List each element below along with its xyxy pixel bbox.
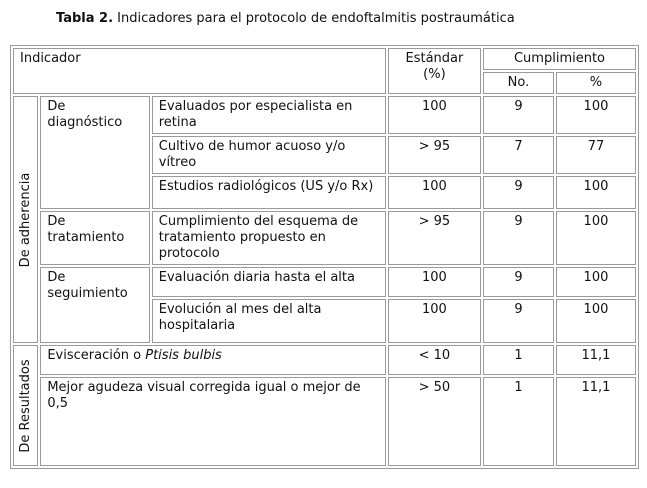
percent-cell: 100 xyxy=(556,96,636,134)
count-cell: 9 xyxy=(483,267,554,297)
indicator-cell: Cumplimiento del esquema de tratamiento propuesto en protocolo xyxy=(152,211,386,265)
table-row xyxy=(13,267,636,297)
subgroup-tratamiento: De tratamiento xyxy=(40,211,149,265)
group-resultados-text: De Resultados xyxy=(17,358,33,453)
indicator-cell: Mejor agudeza visual corregida igual o mejor de 0,5 xyxy=(40,377,385,466)
caption-text: Indicadores para el protocolo de endoftalmitis postraumática xyxy=(117,11,515,26)
indicator-prefix: Evisceración o xyxy=(47,348,146,363)
header-cumplimiento: Cumplimiento xyxy=(483,48,636,70)
indicator-cell: Evaluación diaria hasta el alta xyxy=(152,267,386,297)
header-estandar xyxy=(388,48,481,94)
subgroup-diagnostico: De diagnóstico xyxy=(40,96,149,209)
count-cell: 1 xyxy=(483,377,554,466)
percent-cell: 77 xyxy=(556,136,636,174)
count-cell: 1 xyxy=(483,345,554,375)
percent-cell: 11,1 xyxy=(556,345,636,375)
standard-cell: 100 xyxy=(388,176,481,209)
group-adherencia-text: De adherencia xyxy=(17,172,33,267)
table-caption xyxy=(56,11,515,26)
standard-cell: 100 xyxy=(388,267,481,297)
standard-cell: > 95 xyxy=(388,136,481,174)
standard-cell: < 10 xyxy=(388,345,481,375)
header-estandar-line2: (%) xyxy=(423,67,446,82)
header-indicador: Indicador xyxy=(13,48,386,94)
group-label-resultados xyxy=(13,345,38,466)
count-cell: 9 xyxy=(483,211,554,265)
count-cell: 9 xyxy=(483,299,554,343)
table-row xyxy=(13,211,636,265)
indicators-table xyxy=(10,45,639,469)
table-row xyxy=(13,377,636,466)
count-cell: 9 xyxy=(483,176,554,209)
percent-cell: 100 xyxy=(556,267,636,297)
percent-cell: 100 xyxy=(556,176,636,209)
subgroup-seguimiento: De seguimiento xyxy=(40,267,149,343)
header-no: No. xyxy=(483,72,554,94)
group-label-adherencia xyxy=(13,96,38,343)
caption-label: Tabla 2. xyxy=(56,11,114,26)
standard-cell: > 95 xyxy=(388,211,481,265)
indicator-cell: Estudios radiológicos (US y/o Rx) xyxy=(152,176,386,209)
indicator-cell xyxy=(40,345,385,375)
header-pct: % xyxy=(556,72,636,94)
percent-cell: 100 xyxy=(556,211,636,265)
indicator-cell: Evaluados por especialista en retina xyxy=(152,96,386,134)
standard-cell: 100 xyxy=(388,299,481,343)
table-row xyxy=(13,345,636,375)
standard-cell: > 50 xyxy=(388,377,481,466)
count-cell: 9 xyxy=(483,96,554,134)
table-row xyxy=(13,96,636,134)
header-estandar-line1: Estándar xyxy=(405,51,464,66)
indicator-cell: Cultivo de humor acuoso y/o vítreo xyxy=(152,136,386,174)
indicator-italic: Ptisis bulbis xyxy=(145,348,222,363)
header-row xyxy=(13,48,636,70)
percent-cell: 11,1 xyxy=(556,377,636,466)
standard-cell: 100 xyxy=(388,96,481,134)
count-cell: 7 xyxy=(483,136,554,174)
indicator-cell: Evolución al mes del alta hospitalaria xyxy=(152,299,386,343)
percent-cell: 100 xyxy=(556,299,636,343)
